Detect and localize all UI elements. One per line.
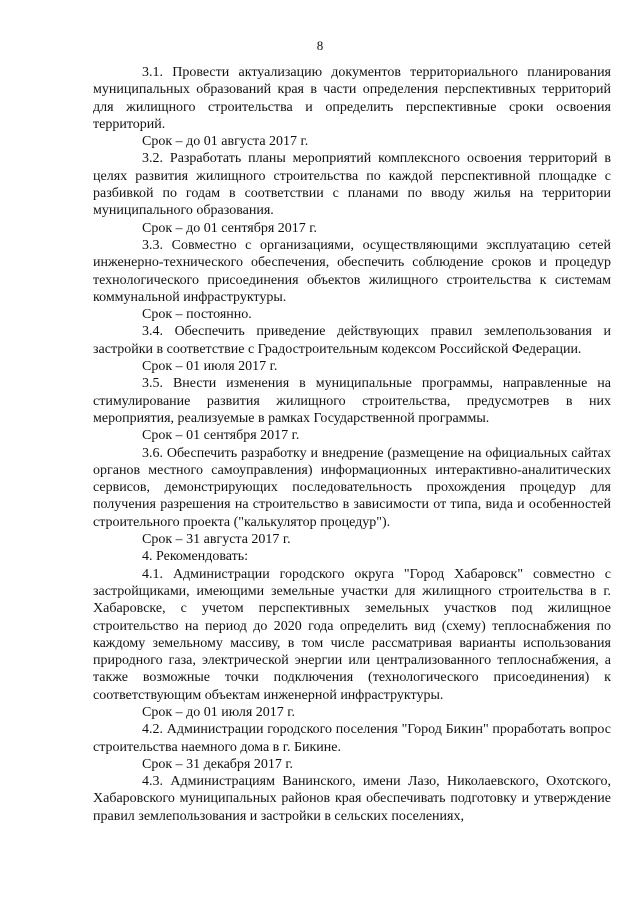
paragraph-3-5: 3.5. Внести изменения в муниципальные программы, направленные на стимулирование развития жилищного строительства, предусмотрев в них мероприятия, реализуемые в рамках Государственной программы. — [93, 376, 611, 426]
paragraph-4-2: 4.2. Администрации городского поселения "Город Бикин" проработать вопрос строительства наемного дома в г. Бикине. — [93, 722, 611, 755]
deadline-3-2: Срок – до 01 сентября 2017 г. — [142, 220, 317, 236]
deadline-4-1: Срок – до 01 июля 2017 г. — [142, 704, 295, 720]
document-body — [93, 64, 611, 825]
deadline-3-6: Срок – 31 августа 2017 г. — [142, 532, 291, 548]
deadline-4-2: Срок – 31 декабря 2017 г. — [142, 756, 294, 772]
paragraph-3-1: 3.1. Провести актуализацию документов территориального планирования муниципальных образований края в части определения перспективных территорий для жилищного строительства и определить перспективные сроки освоения территорий. — [93, 65, 611, 132]
paragraph-3-4: 3.4. Обеспечить приведение действующих правил землепользования и застройки в соответствие с Градостроительным кодексом Российской Федерации. — [93, 324, 611, 357]
paragraph-3-2: 3.2. Разработать планы мероприятий комплексного освоения территорий в целях развития жилищного строительства по каждой перспективной площадке с разбивкой по годам в соответствии с планами по вводу жилья на территории муниципального образования. — [93, 151, 611, 219]
paragraph-3-3: 3.3. Совместно с организациями, осуществляющими эксплуатацию сетей инженерно-технического обеспечения, обеспечить соблюдение сроков и процедур технологического присоединения объектов жилищного строительства к системам коммунальной инфраструктуры. — [93, 237, 611, 305]
deadline-3-4: Срок – 01 июля 2017 г. — [142, 359, 278, 375]
section-4-heading: 4. Рекомендовать: — [142, 549, 248, 565]
page-number: 8 — [316, 38, 324, 53]
deadline-3-5: Срок – 01 сентября 2017 г. — [142, 428, 300, 444]
paragraph-4-3: 4.3. Администрациям Ванинского, имени Лазо, Николаевского, Охотского, Хабаровского муниципальных районов края обеспечивать подготовку и утверждение правил землепользования и застройки в сельских поселениях, — [93, 774, 611, 824]
deadline-3-3: Срок – постоянно. — [142, 307, 252, 323]
paragraph-3-6: 3.6. Обеспечить разработку и внедрение (размещение на официальных сайтах органов местного самоуправления) информационных интерактивно-аналитических сервисов, демонстрирующих последовательность прохождения процедур для получения разрешения на строительство в зависимости от типа, вида и особенностей строительного проекта ("калькулятор процедур"). — [93, 445, 611, 530]
paragraph-4-1: 4.1. Администрации городского округа "Город Хабаровск" совместно с застройщиками, имеющими земельные участки для жилищного строительства в г. Хабаровске, с учетом перспективных земельных участков под жилищное строительство на период до 2020 года определить вид (схему) теплоснабжения по каждому земельному массиву, в том числе рассматривая варианты использования природного газа, электрической энергии или централизованного теплоснабжения, а также возможные точки подключения (технологического присоединения) к соответствующим объектам инженерной инфраструктуры. — [93, 566, 611, 703]
deadline-3-1: Срок – до 01 августа 2017 г. — [142, 134, 309, 150]
